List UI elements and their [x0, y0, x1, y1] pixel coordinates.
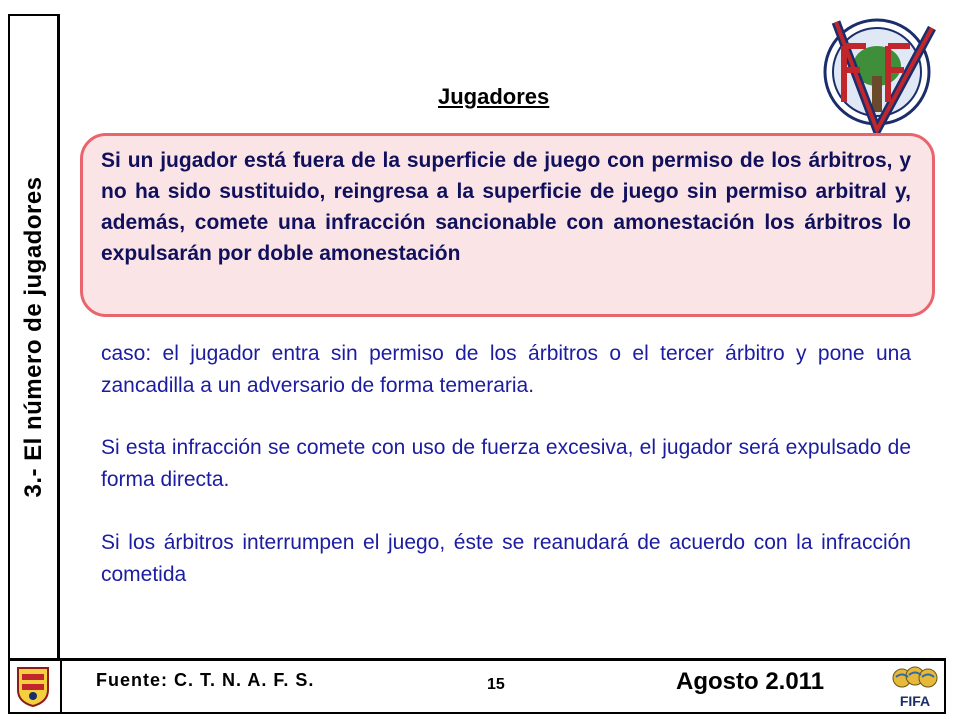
footer-divider [60, 661, 62, 713]
federation-logo [814, 6, 944, 136]
highlighted-rule-text: Si un jugador está fuera de la superficie de juego con permiso de los árbitros, y no ha sido sustituido, reingresa a la superficie de juego sin permiso arbitral y, además, comete una infracción sancionable con amonestación los árbitros lo expulsarán por doble amonestación [101, 149, 911, 265]
case-paragraph: caso: el jugador entra sin permiso de los árbitros o el tercer árbitro y pone una zancadilla a un adversario de forma temeraria. [101, 342, 911, 397]
footer-date: Agosto 2.011 [676, 668, 825, 695]
restart-paragraph: Si los árbitros interrumpen el juego, éste se reanudará de acuerdo con la infracción cometida [101, 531, 911, 586]
fifa-logo [890, 664, 940, 710]
footer-source: Fuente: C. T. N. A. F. S. [96, 670, 315, 690]
slide-title: Jugadores [438, 84, 550, 109]
excessive-force-paragraph: Si esta infracción se comete con uso de fuerza excesiva, el jugador será expulsado de forma directa. [101, 436, 911, 491]
sidebar-title: 3.- El número de jugadores [20, 176, 47, 498]
page-number: 15 [487, 676, 505, 693]
rfef-logo [14, 664, 52, 708]
fifa-logo-text: FIFA [899, 693, 931, 709]
